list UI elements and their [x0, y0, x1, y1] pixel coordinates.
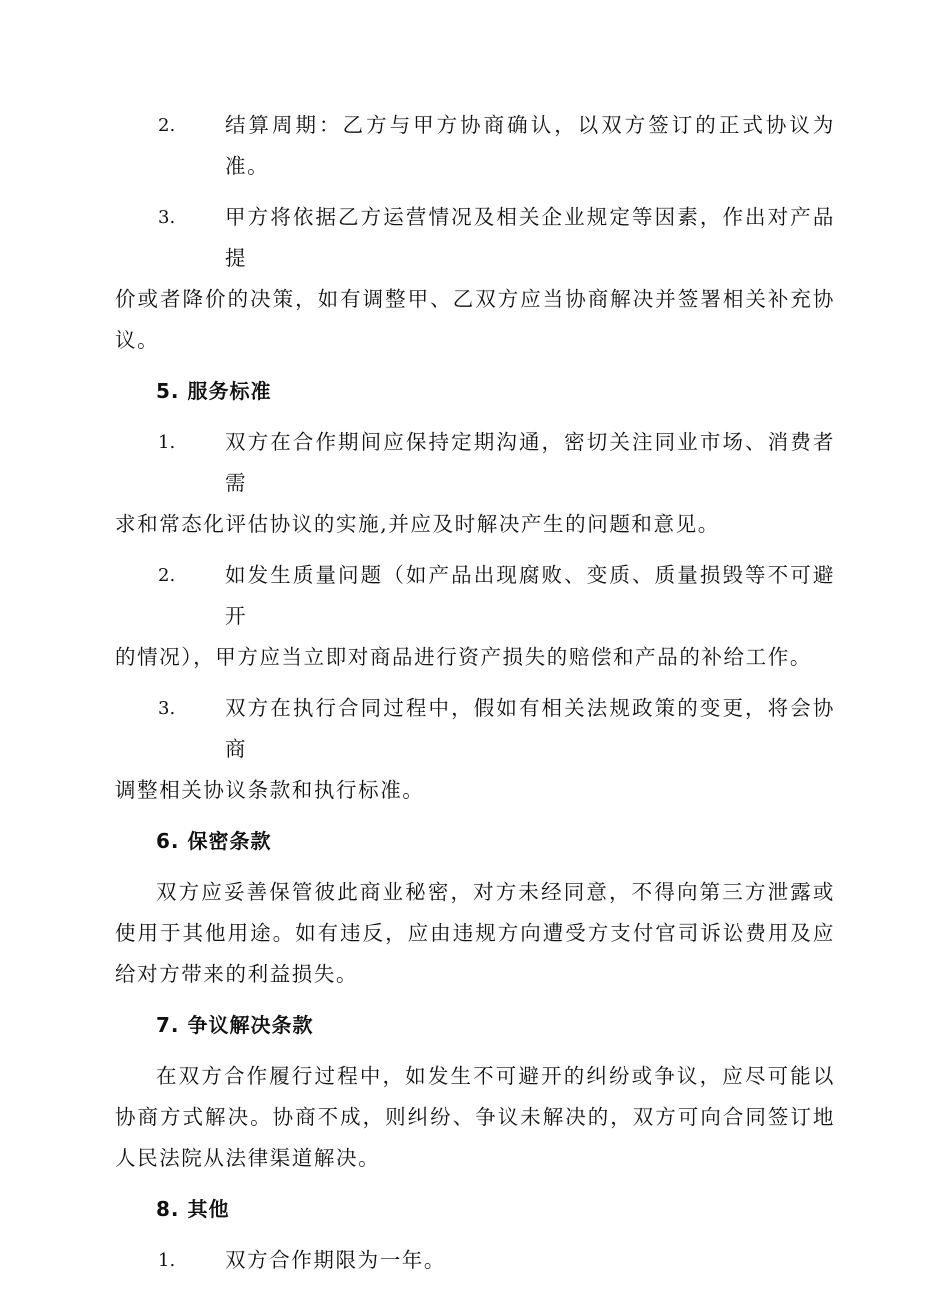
item-number: 3. — [158, 207, 176, 228]
list-item — [115, 422, 835, 545]
section-heading: 7. 争议解决条款 — [156, 1013, 314, 1037]
body-paragraph: 在双方合作履行过程中，如发生不可避开的纠纷或争议，应尽可能以协商方式解决。协商不成，则纠纷、争议未解决的，双方可向合同签订地人民法院从法律渠道解决。 — [115, 1064, 835, 1170]
item-text: 结算周期：乙方与甲方协商确认，以双方签订的正式协议为准。 — [225, 113, 835, 178]
item-text: 甲方将依据乙方运营情况及相关企业规定等因素，作出对产品提 — [225, 205, 835, 270]
list-item — [115, 105, 835, 187]
document-page — [115, 105, 835, 1291]
list-item — [115, 1240, 835, 1281]
item-number: 1. — [158, 432, 176, 453]
section-heading: 6. 保密条款 — [156, 829, 272, 853]
list-item — [115, 688, 835, 811]
item-text-continued: 的情况），甲方应当立即对商品进行资产损失的赔偿和产品的补给工作。 — [115, 645, 812, 669]
item-text: 如发生质量问题（如产品出现腐败、变质、质量损毁等不可避开 — [225, 563, 835, 628]
item-number: 3. — [158, 698, 176, 719]
item-number: 2. — [158, 565, 176, 586]
section-heading: 8. 其他 — [156, 1197, 230, 1221]
section-heading: 5. 服务标准 — [156, 379, 272, 403]
list-item — [115, 555, 835, 678]
item-number: 2. — [158, 115, 176, 136]
item-text: 双方合作期限为一年。 — [225, 1248, 446, 1272]
list-item — [115, 197, 835, 361]
item-text-continued: 调整相关协议条款和执行标准。 — [115, 778, 425, 802]
item-text: 双方在合作期间应保持定期沟通，密切关注同业市场、消费者需 — [225, 430, 835, 495]
item-text-continued: 价或者降价的决策，如有调整甲、乙双方应当协商解决并签署相关补充协议。 — [115, 287, 835, 352]
item-text: 双方在执行合同过程中，假如有相关法规政策的变更，将会协商 — [225, 696, 835, 761]
item-number: 1. — [158, 1250, 176, 1271]
body-paragraph: 双方应妥善保管彼此商业秘密，对方未经同意，不得向第三方泄露或使用于其他用途。如有违反，应由违规方向遭受方支付官司诉讼费用及应给对方带来的利益损失。 — [115, 880, 835, 986]
item-text-continued: 求和常态化评估协议的实施,并应及时解决产生的问题和意见。 — [115, 512, 720, 536]
